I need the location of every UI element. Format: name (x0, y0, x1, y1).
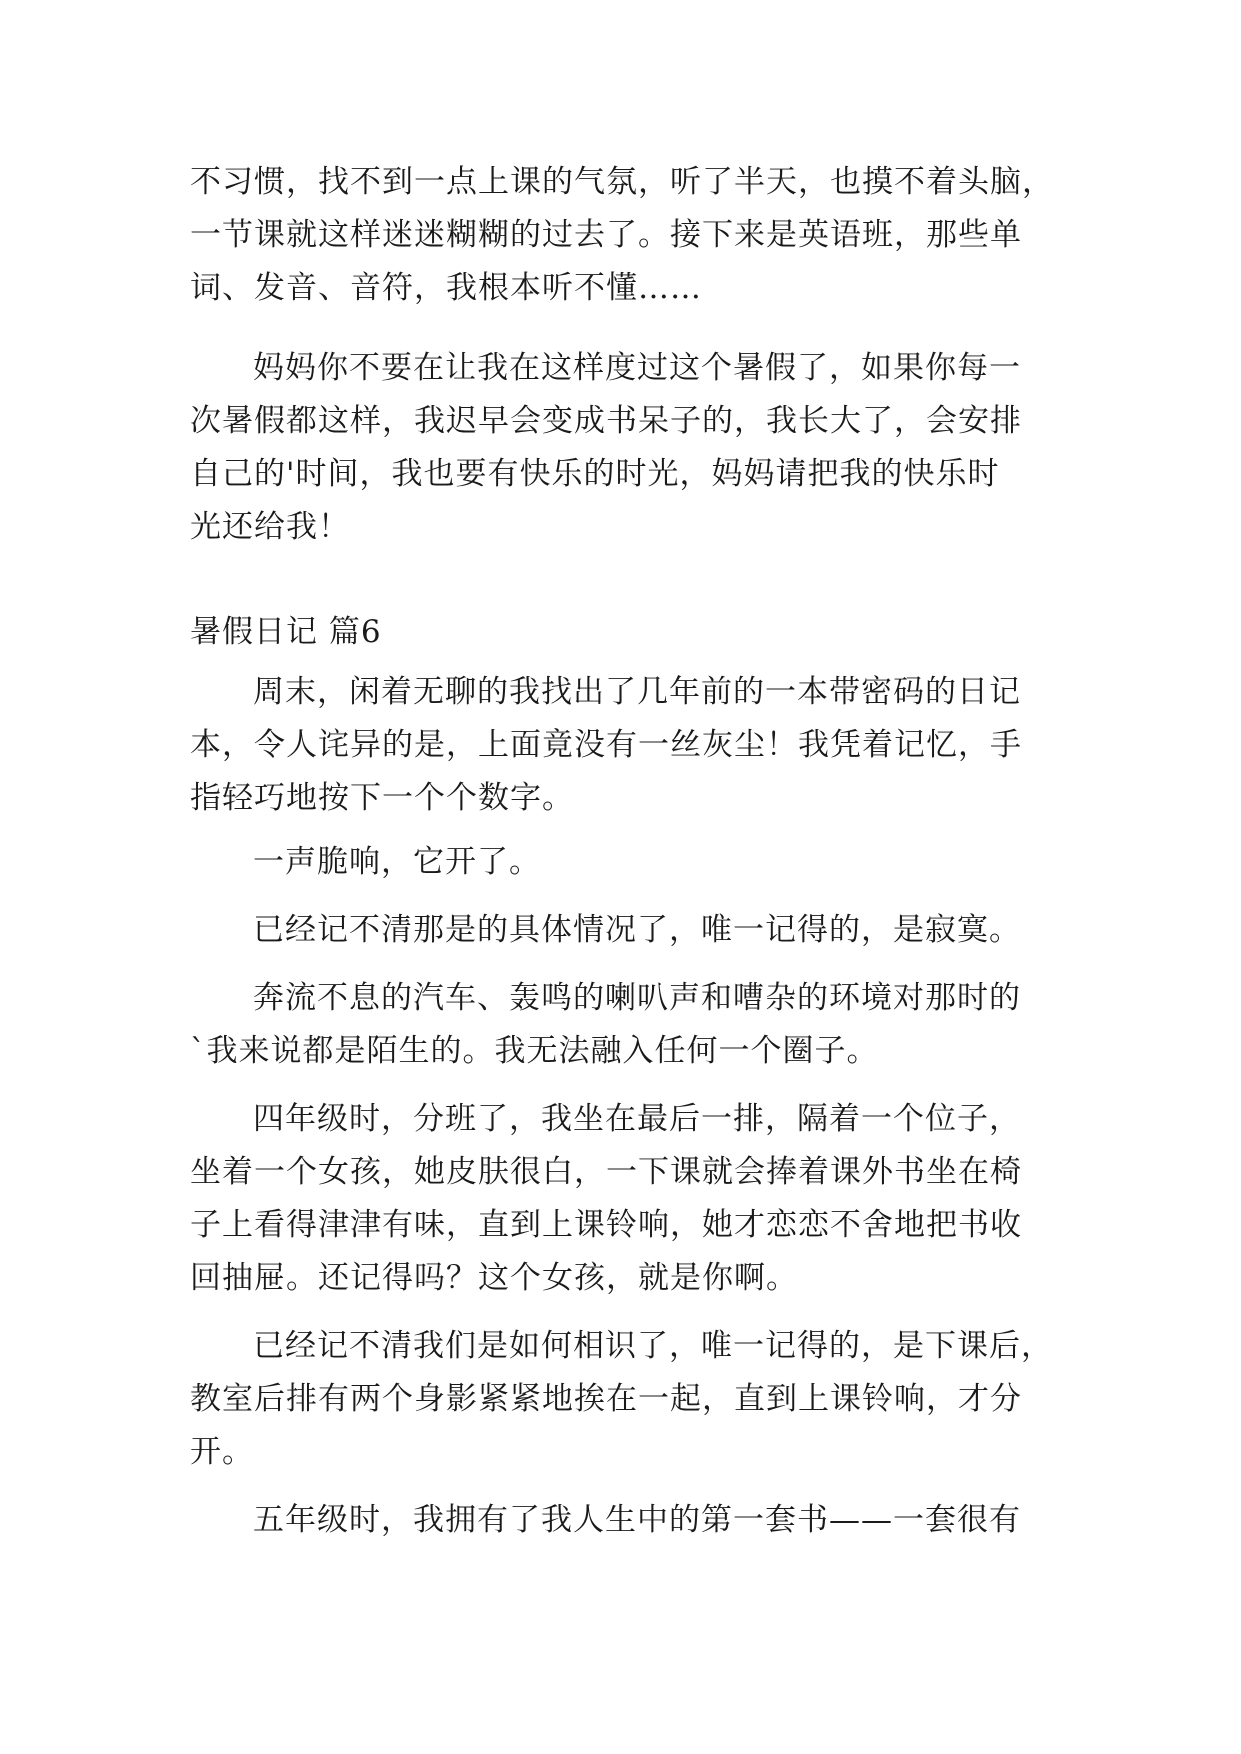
paragraph-first-line: 五年级时，我拥有了我人生中的第一套书——一套很有 (253, 1502, 1021, 1538)
text-line: 子上看得津津有味，直到上课铃响，她才恋恋不舍地把书收 (190, 1207, 1022, 1243)
paragraph-first-line: 周末，闲着无聊的我找出了几年前的一本带密码的日记 (253, 674, 1021, 710)
text-line: 不习惯，找不到一点上课的气氛，听了半天，也摸不着头脑， (190, 164, 1054, 200)
paragraph-first-line: 已经记不清我们是如何相识了，唯一记得的，是下课后， (253, 1328, 1053, 1364)
text-line: 教室后排有两个身影紧紧地挨在一起，直到上课铃响，才分 (190, 1381, 1022, 1417)
paragraph-first-line: 四年级时，分班了，我坐在最后一排，隔着一个位子， (253, 1101, 1021, 1137)
text-line: 坐着一个女孩，她皮肤很白，一下课就会捧着课外书坐在椅 (190, 1154, 1022, 1190)
paragraph-first-line: 奔流不息的汽车、轰鸣的喇叭声和嘈杂的环境对那时的 (253, 980, 1021, 1016)
text-line: 自己的'时间，我也要有快乐的时光，妈妈请把我的快乐时 (190, 456, 1000, 492)
text-line: 开。 (190, 1434, 254, 1470)
text-line: 次暑假都这样，我迟早会变成书呆子的，我长大了，会安排 (190, 403, 1022, 439)
paragraph-first-line: 已经记不清那是的具体情况了，唯一记得的，是寂寞。 (253, 912, 1021, 948)
text-line: 词、发音、音符，我根本听不懂…… (190, 270, 702, 306)
paragraph-first-line: 一声脆响，它开了。 (253, 844, 541, 880)
text-line: 一节课就这样迷迷糊糊的过去了。接下来是英语班，那些单 (190, 217, 1022, 253)
text-line: 指轻巧地按下一个个数字。 (190, 780, 574, 816)
text-line: `我来说都是陌生的。我无法融入任何一个圈子。 (190, 1033, 879, 1069)
section-title: 暑假日记 篇6 (190, 614, 382, 650)
text-line: 本，令人诧异的是，上面竟没有一丝灰尘！我凭着记忆，手 (190, 727, 1022, 763)
text-line: 回抽屉。还记得吗？这个女孩，就是你啊。 (190, 1260, 798, 1296)
paragraph-first-line: 妈妈你不要在让我在这样度过这个暑假了，如果你每一 (253, 350, 1021, 386)
text-line: 光还给我！ (190, 509, 350, 545)
